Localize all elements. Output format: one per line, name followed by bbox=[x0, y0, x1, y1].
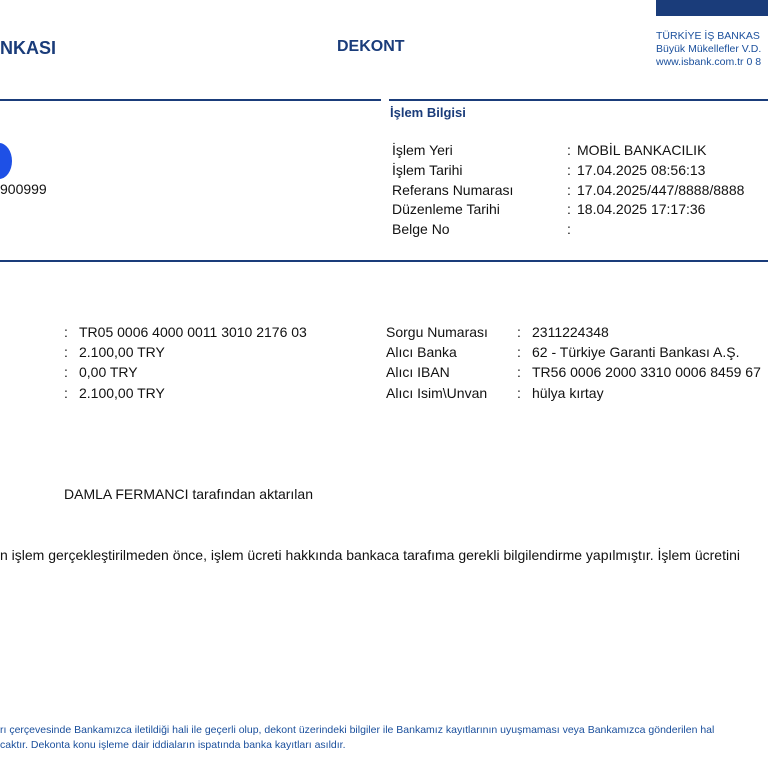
info-label: Belge No bbox=[392, 221, 450, 237]
detail-separator: : bbox=[64, 344, 68, 360]
info-separator: : bbox=[567, 201, 571, 217]
info-label: İşlem Tarihi bbox=[392, 162, 463, 178]
bank-info-line: Büyük Mükellefler V.D. bbox=[656, 43, 762, 55]
bank-info-line: www.isbank.com.tr 0 8 bbox=[656, 56, 762, 68]
divider bbox=[0, 260, 768, 262]
info-value: 18.04.2025 17:17:36 bbox=[577, 201, 706, 217]
detail-separator: : bbox=[64, 324, 68, 340]
info-separator: : bbox=[567, 162, 571, 178]
bank-name: NKASI bbox=[0, 38, 57, 58]
info-label: Düzenleme Tarihi bbox=[392, 201, 500, 217]
divider bbox=[389, 99, 768, 101]
section-title-transaction-info: İşlem Bilgisi bbox=[390, 105, 466, 120]
detail-separator: : bbox=[517, 364, 521, 380]
detail-label: Alıcı IBAN bbox=[386, 364, 450, 380]
transfer-description: DAMLA FERMANCI tarafından aktarılan bbox=[64, 486, 313, 502]
info-value: 17.04.2025/447/8888/8888 bbox=[577, 182, 745, 198]
detail-separator: : bbox=[64, 385, 68, 401]
info-value: 17.04.2025 08:56:13 bbox=[577, 162, 706, 178]
detail-value: hülya kırtay bbox=[532, 385, 604, 401]
detail-separator: : bbox=[517, 344, 521, 360]
detail-value: 2.100,00 TRY bbox=[79, 385, 165, 401]
detail-separator: : bbox=[517, 324, 521, 340]
detail-label: Sorgu Numarası bbox=[386, 324, 488, 340]
brand-bar bbox=[656, 0, 768, 16]
detail-separator: : bbox=[517, 385, 521, 401]
legal-footer bbox=[0, 723, 714, 753]
info-separator: : bbox=[567, 221, 571, 237]
document-title: DEKONT bbox=[337, 38, 405, 55]
detail-separator: : bbox=[64, 364, 68, 380]
bank-info-line: TÜRKİYE İŞ BANKAS bbox=[656, 30, 760, 42]
detail-label: Alıcı Isim\Unvan bbox=[386, 385, 488, 401]
detail-label: Alıcı Banka bbox=[386, 344, 457, 360]
divider bbox=[0, 99, 381, 101]
detail-value: 0,00 TRY bbox=[79, 364, 138, 380]
info-separator: : bbox=[567, 182, 571, 198]
info-value: MOBİL BANKACILIK bbox=[577, 142, 707, 158]
fee-notice: n işlem gerçekleştirilmeden önce, işlem ücreti hakkında bankaca tarafıma gerekli bilgilendirme yapılmıştır. İşlem ücretini bbox=[0, 547, 740, 563]
info-label: İşlem Yeri bbox=[392, 142, 453, 158]
detail-value: TR05 0006 4000 0011 3010 2176 03 bbox=[79, 324, 307, 340]
info-separator: : bbox=[567, 142, 571, 158]
account-number: 900999 bbox=[0, 181, 47, 197]
detail-value: TR56 0006 2000 3310 0006 8459 67 bbox=[532, 364, 761, 380]
logo-circle bbox=[0, 143, 12, 179]
bank-info bbox=[656, 30, 761, 69]
detail-value: 62 - Türkiye Garanti Bankası A.Ş. bbox=[532, 344, 740, 360]
footer-line: caktır. Dekonta konu işleme dair iddiaların ispatında banka kayıtları asıldır. bbox=[0, 739, 346, 751]
detail-value: 2.100,00 TRY bbox=[79, 344, 165, 360]
footer-line: rı çerçevesinde Bankamızca iletildiği hali ile geçerli olup, dekont üzerindeki bilgiler ile Bankamız kayıtlarının uyuşmaması veya Bankamızca gönderilen hal bbox=[0, 724, 715, 736]
info-label: Referans Numarası bbox=[392, 182, 514, 198]
detail-value: 2311224348 bbox=[532, 324, 609, 340]
